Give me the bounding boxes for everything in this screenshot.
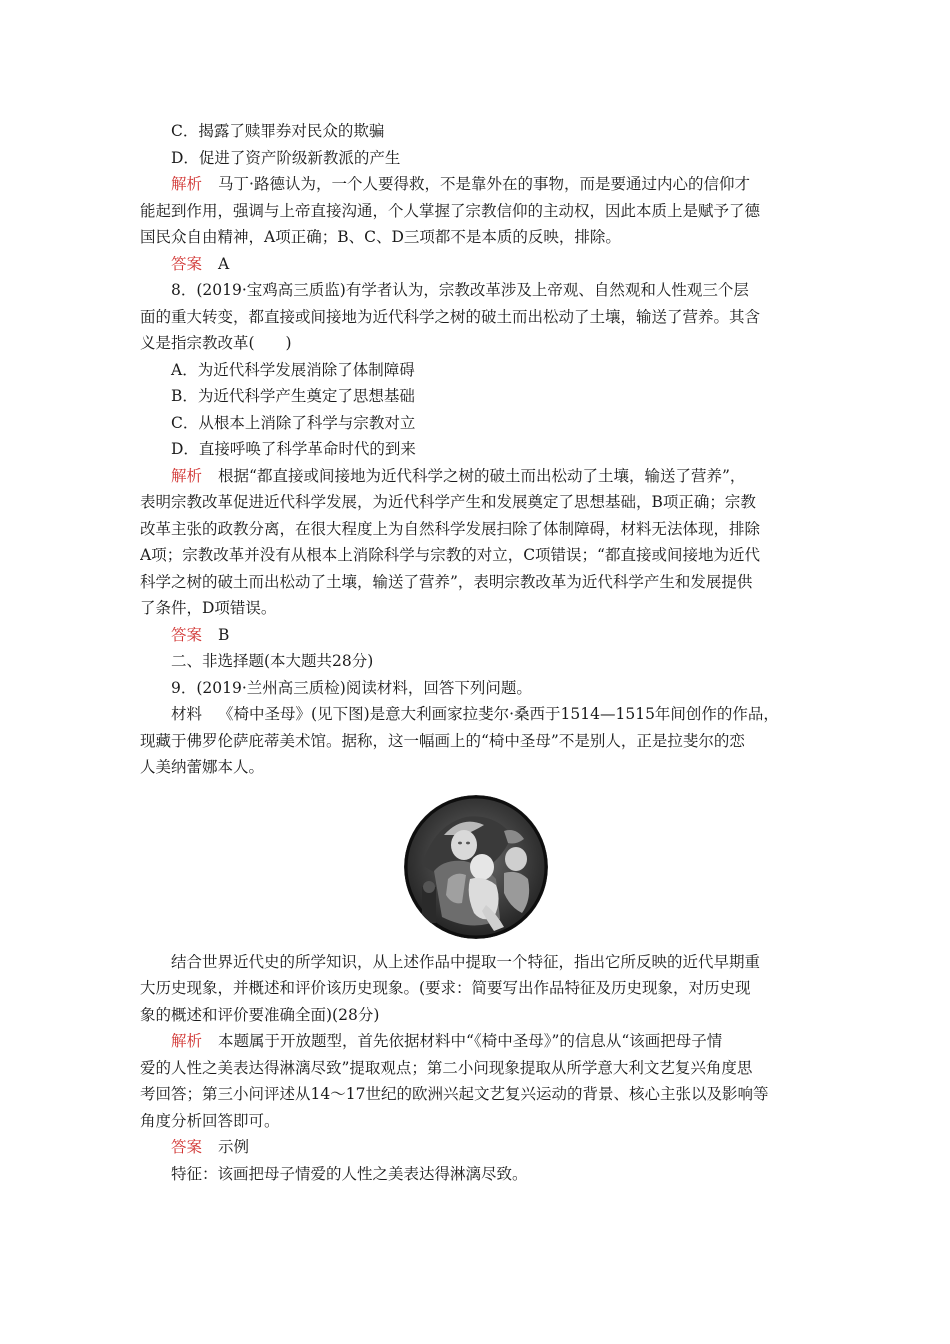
q8-option-a: A．为近代科学发展消除了体制障碍 [171, 360, 415, 379]
q8-stem: 8．(2019·宝鸡高三质监)有学者认为，宗教改革涉及上帝观、自然观和人性观三个层 [171, 281, 749, 299]
answer-value: 示例 [218, 1138, 250, 1156]
q9-analysis-line: 考回答；第三小问评述从14～17世纪的欧洲兴起文艺复兴运动的背景、核心主张以及影响等 [140, 1085, 769, 1103]
section-heading: 二、非选择题(本大题共28分) [171, 652, 374, 670]
q9-task-line: 象的概述和评价要准确全面)(28分) [140, 1005, 380, 1024]
analysis-text: 根据“都直接或间接地为近代科学之树的破土而出松动了土壤，输送了营养”， [218, 466, 746, 485]
q8-analysis-line: 改革主张的政教分离，在很大程度上为自然科学发展扫除了体制障碍，材料无法体现，排除 [140, 519, 761, 538]
q7-answer [140, 251, 812, 278]
q7-option-c: C．揭露了赎罪券对民众的欺骗 [171, 122, 385, 140]
painting-illustration [404, 795, 548, 939]
q9-material-line: 人美纳蕾娜本人。 [140, 758, 265, 776]
q9-feature: 特征：该画把母子情爱的人性之美表达得淋漓尽致。 [171, 1164, 528, 1183]
q9-analysis-line: 爱的人性之美表达得淋漓尽致”提取观点；第二小问现象提取从所学意大利文艺复兴角度思 [140, 1058, 753, 1077]
q8-option-b: B．为近代科学产生奠定了思想基础 [171, 387, 415, 405]
material-tag: 材料 [171, 705, 203, 723]
q7-analysis-line: 国民众自由精神，A项正确；B、C、D三项都不是本质的反映，排除。 [140, 228, 621, 246]
q8-option-c: C．从根本上消除了科学与宗教对立 [171, 413, 416, 432]
q9-analysis [140, 1028, 812, 1055]
q8-analysis-line: 表明宗教改革促进近代科学发展，为近代科学产生和发展奠定了思想基础，B项正确；宗教 [140, 493, 756, 511]
q9-task: 结合世界近代史的所学知识，从上述作品中提取一个特征，指出它所反映的近代早期重 [171, 952, 761, 971]
madonna-della-seggiola-image [404, 795, 548, 939]
answer-tag: 答案 [171, 1138, 203, 1156]
q9-answer [140, 1134, 812, 1161]
q8-stem-line: 义是指宗教改革( ) [140, 334, 292, 352]
analysis-text: 本题属于开放题型，首先依据材料中“《椅中圣母》”的信息从“该画把母子情 [218, 1032, 723, 1050]
q9-task-line: 大历史现象，并概述和评价该历史现象。(要求：简要写出作品特征及历史现象，对历史现 [140, 979, 751, 997]
analysis-tag: 解析 [171, 1032, 203, 1050]
q9-stem: 9．(2019·兰州高三质检)阅读材料，回答下列问题。 [171, 678, 532, 697]
material-text: 《椅中圣母》(见下图)是意大利画家拉斐尔·桑西于1514—1515年间创作的作品， [218, 705, 779, 723]
answer-value: A [218, 254, 230, 273]
q8-option-d: D．直接呼唤了科学革命时代的到来 [171, 440, 416, 458]
q9-material-line: 现藏于佛罗伦萨庇蒂美术馆。据称，这一幅画上的“椅中圣母”不是别人，正是拉斐尔的恋 [140, 731, 745, 750]
figure-container [140, 795, 812, 939]
q7-option-d: D．促进了资产阶级新教派的产生 [171, 148, 401, 167]
q9-material [140, 701, 812, 728]
answer-tag: 答案 [171, 625, 203, 644]
q8-stem-line: 面的重大转变，都直接或间接地为近代科学之树的破土而出松动了土壤，输送了营养。其含 [140, 307, 761, 326]
document-page [140, 118, 812, 1187]
q7-analysis-line: 能起到作用，强调与上帝直接沟通，个人掌握了宗教信仰的主动权，因此本质上是赋予了德 [140, 201, 761, 220]
q7-analysis [140, 171, 812, 198]
q9-analysis-line: 角度分析回答即可。 [140, 1111, 280, 1130]
answer-tag: 答案 [171, 254, 203, 273]
answer-value: B [218, 625, 230, 644]
analysis-tag: 解析 [171, 175, 203, 193]
q8-analysis-line: 了条件，D项错误。 [140, 599, 277, 617]
q8-analysis-line: A项；宗教改革并没有从根本上消除科学与宗教的对立，C项错误；“都直接或间接地为近代 [140, 546, 760, 564]
analysis-tag: 解析 [171, 466, 203, 485]
q8-answer [140, 622, 812, 649]
analysis-text: 马丁·路德认为，一个人要得救，不是靠外在的事物，而是要通过内心的信仰才 [218, 175, 750, 193]
q8-analysis [140, 463, 812, 490]
q8-analysis-line: 科学之树的破土而出松动了土壤，输送了营养”，表明宗教改革为近代科学产生和发展提供 [140, 572, 753, 591]
